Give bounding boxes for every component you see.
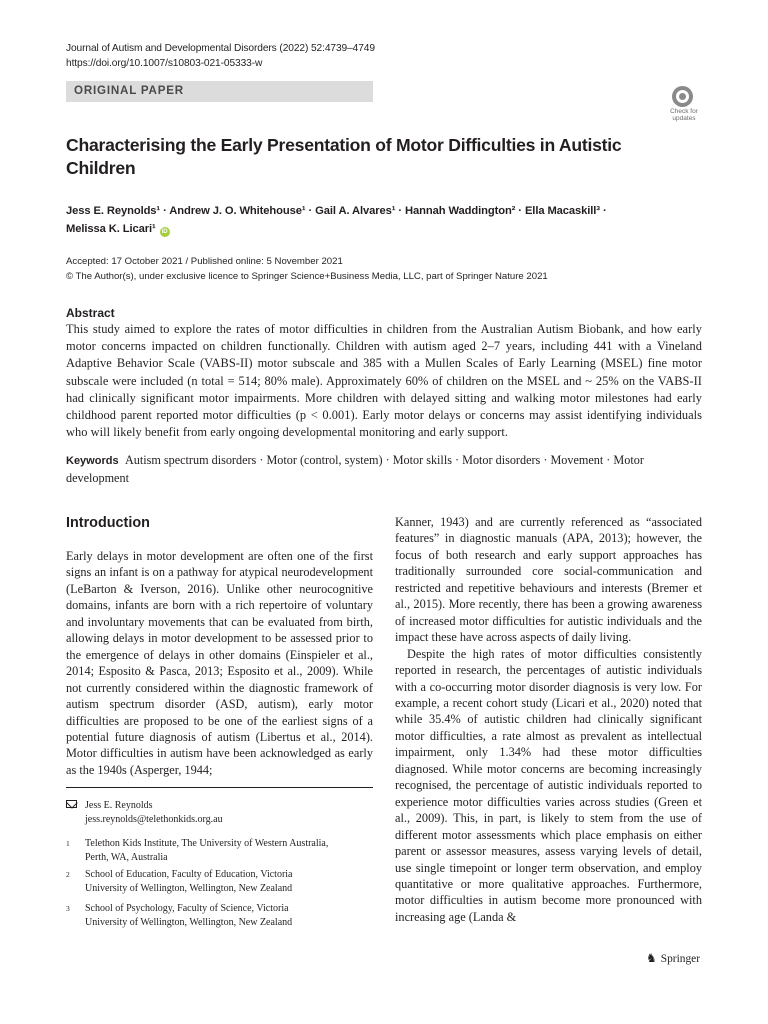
accepted-published: Accepted: 17 October 2021 / Published online: 5 November 2021 [66, 256, 343, 267]
footnote-divider [66, 787, 373, 788]
author-line-1 [66, 202, 686, 220]
affiliation-1 [66, 837, 373, 867]
affiliation-number: 1 [66, 839, 70, 848]
copyright-notice: © The Author(s), under exclusive licence to Springer Science+Business Media, LLC, part of Springer Nature 2021 [66, 270, 548, 282]
abstract-heading: Abstract [66, 306, 115, 320]
doi-link[interactable]: https://doi.org/10.1007/s10803-021-05333-w [66, 58, 263, 69]
affiliation-2 [66, 868, 373, 898]
affiliation-line: University of Wellington, Wellington, New Zealand [85, 882, 293, 894]
left-column [66, 514, 373, 778]
affiliation-line: School of Psychology, Faculty of Science, Victoria [85, 903, 289, 914]
section-label: ORIGINAL PAPER [74, 84, 184, 97]
publisher-logo [646, 951, 700, 966]
intro-paragraph-1: Early delays in motor development are often one of the first signs an infant is on a pathway for atypical neurodevelopment (LeBarton & Iverson, 2016). Unlike other neurocognitive domains, infants are born with a rich repertoire of voluntary and involuntary movements that can be evaluated from birth, allowing delays in motor development to be assessed prior to the emergence of delays in other domains (Einspieler et al., 2014; Esposito & Pasca, 2013; Esposito et al., 2009). While not currently considered within the diagnostic framework of autism spectrum disorder (ASD, autism), early motor difficulties are proposed to be one of the earliest signs of a potential future diagnosis of autism (Libertus et al., 2014). Motor difficulties in autism have been acknowledged as early as the 1940s (Asperger, 1944; [66, 549, 373, 777]
publisher-name: Springer [660, 953, 700, 965]
affiliation-line: University of Wellington, Wellington, New Zealand [85, 916, 293, 928]
journal-header [66, 41, 375, 71]
intro-paragraph-1-cont: Kanner, 1943) and are currently referenced as “associated features” in diagnostic manuals (APA, 2013); however, the focus of both research and early support approaches has traditionally surrounded core social-communication and restricted and repetitive behaviours and interests (Bremer et al., 2015). More recently, there has been a growing awareness of increased motor difficulties for autistic individuals and the impact these have across aspects of daily living. [395, 515, 702, 645]
orcid-icon[interactable]: iD [160, 227, 170, 237]
affiliation-3 [66, 902, 373, 932]
crossmark-badge[interactable] [664, 86, 704, 126]
corresponding-author [66, 799, 373, 829]
affiliation-number: 2 [66, 870, 70, 879]
article-title: Characterising the Early Presentation of Motor Difficulties in Autistic Children [66, 135, 622, 178]
affiliation-line: Telethon Kids Institute, The University of Western Australia, [85, 838, 329, 849]
introduction-heading: Introduction [66, 515, 150, 531]
section-banner [66, 81, 373, 102]
authors-row-2[interactable]: Melissa K. Licari¹ [66, 223, 156, 235]
author-line-2 [66, 220, 686, 238]
envelope-icon [66, 800, 77, 808]
affiliation-line: School of Education, Faculty of Education, Victoria [85, 869, 293, 880]
journal-citation: Journal of Autism and Developmental Disorders (2022) 52:4739–4749 [66, 43, 375, 54]
publication-dates [66, 255, 548, 284]
keywords-list: Autism spectrum disorders · Motor (control, system) · Motor skills · Motor disorders · Movement · Motor development [66, 453, 644, 485]
authors-row-1[interactable]: Jess E. Reynolds¹ · Andrew J. O. Whitehouse¹ · Gail A. Alvares¹ · Hannah Waddington² · Ella Macaskill³ · [66, 205, 607, 217]
keywords-block [66, 452, 702, 487]
affiliation-number: 3 [66, 904, 70, 913]
crossmark-label: Check for updates [670, 108, 698, 122]
corr-author-name: Jess E. Reynolds [85, 800, 153, 811]
keywords-label: Keywords [66, 455, 119, 467]
right-column [395, 514, 702, 925]
corr-author-email[interactable]: jess.reynolds@telethonkids.org.au [85, 813, 223, 825]
abstract-body: This study aimed to explore the rates of motor difficulties in children from the Australian Autism Biobank, and how early motor concerns impacted on children functionally. Children with autism aged 2–7 years, including 441 with a Vineland Adaptive Behavior Scale (VABS-II) motor subscale and 385 with a Mullen Scales of Early Learning (MSEL) fine motor subscale were included (n total = 514; 80% male). Approximately 60% of children on the MSEL and ~ 25% on the VABS-II had clinically significant motor impairments. More children with delayed sitting and walking motor milestones had early childhood parent reported motor difficulties (p < 0.001). Early motor delays or concerns may assist identifying individuals who will likely benefit from early ongoing developmental monitoring and early support. [66, 322, 702, 440]
author-list [66, 202, 686, 238]
crossmark-icon [672, 86, 693, 107]
affiliation-line: Perth, WA, Australia [85, 851, 168, 863]
intro-paragraph-2: Despite the high rates of motor difficulties consistently reported in research, the percentages of autistic individuals with a co-occurring motor disorder diagnosis is very low. For example, a recent cohort study (Licari et al., 2020) noted that while 35.4% of autistic children had clinically significant motor difficulties, a rate almost as prevalent as intellectual impairment, only 1.34% had these motor difficulties diagnosed. While motor concerns are becoming increasingly recognised, the percentage of autistic individuals reported to experience motor difficulties varies across studies (Green et al., 2009). This, in part, is likely to stem from the use of different motor assessments which place emphasis on either parent or assessor measures, assess varying levels of detail, use single timepoint or longer term observation, and employ quantitative or more qualitative approaches. Furthermore, motor difficulties in autism become more pronounced with increasing age (Landa & [395, 646, 702, 924]
springer-horse-icon: ♞ [646, 951, 657, 965]
